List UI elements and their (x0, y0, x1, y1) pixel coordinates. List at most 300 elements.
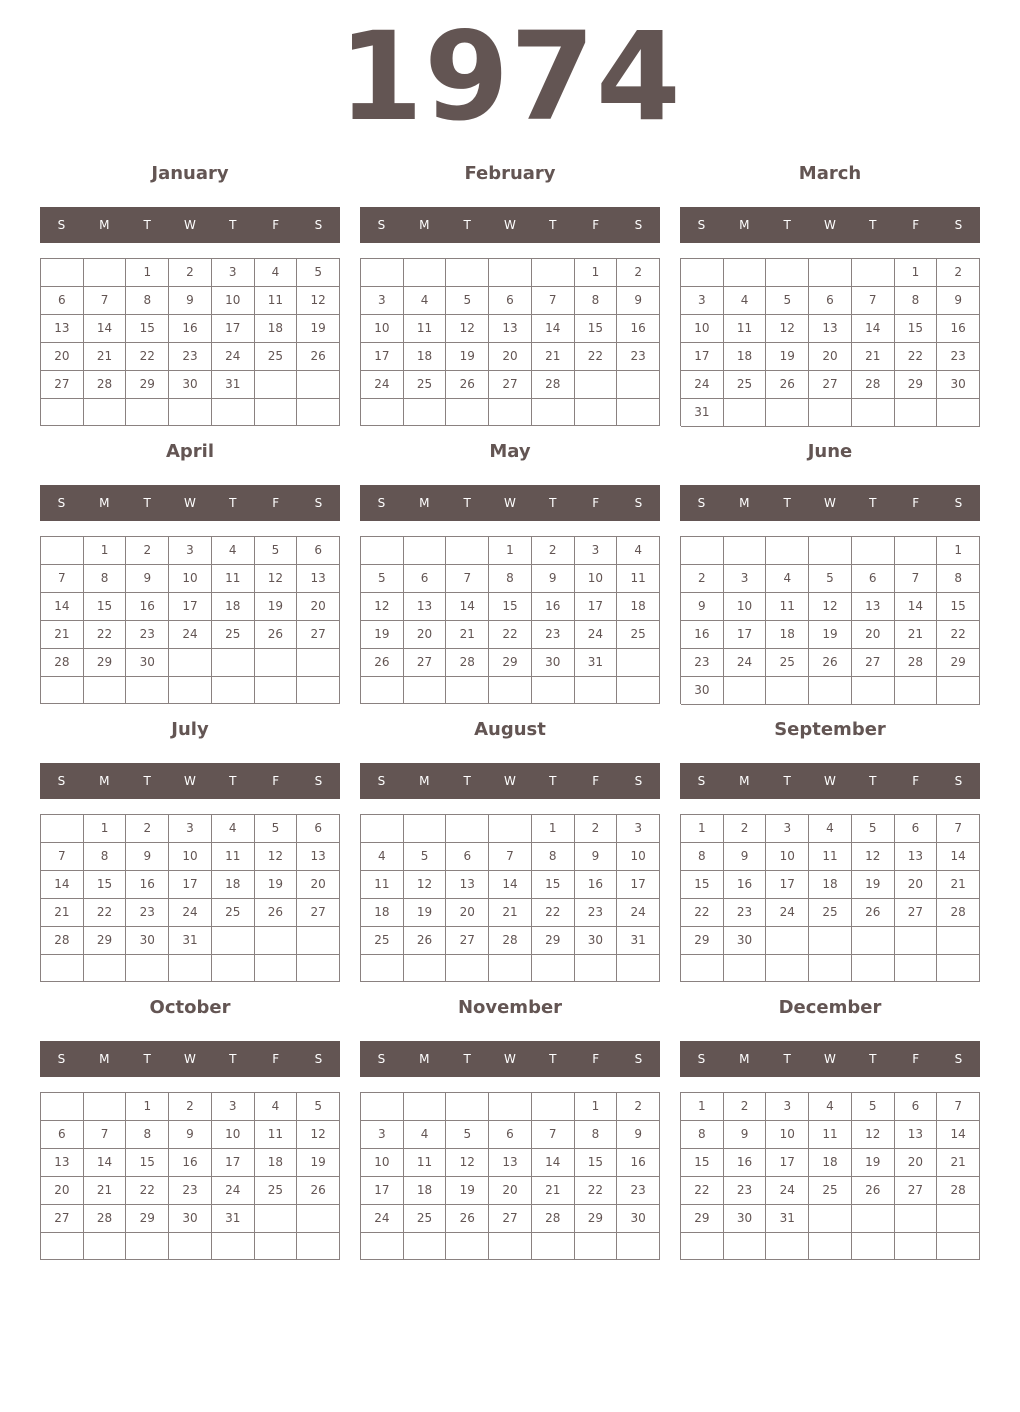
empty-cell (809, 1205, 852, 1233)
day-cell: 23 (126, 899, 169, 927)
day-cell: 16 (617, 315, 660, 343)
day-cell: 13 (489, 315, 532, 343)
day-cell: 21 (489, 899, 532, 927)
weekday-label: S (57, 774, 66, 788)
day-cell: 9 (724, 843, 767, 871)
day-cell: 29 (126, 1205, 169, 1233)
day-cell: 4 (724, 287, 767, 315)
day-cell: 5 (852, 1093, 895, 1121)
day-cell: 4 (766, 565, 809, 593)
weekday-label: W (504, 218, 516, 232)
empty-cell (84, 955, 127, 982)
day-cell: 21 (895, 621, 938, 649)
empty-cell (895, 927, 938, 955)
day-cell: 13 (809, 315, 852, 343)
day-cell: 29 (681, 927, 724, 955)
empty-cell (41, 677, 84, 704)
month-name: June (807, 441, 853, 462)
empty-cell (126, 677, 169, 704)
empty-cell (404, 815, 447, 843)
day-cell: 24 (212, 343, 255, 371)
empty-cell (724, 1233, 767, 1260)
day-cell: 4 (212, 537, 255, 565)
empty-cell (895, 537, 938, 565)
day-cell: 18 (404, 343, 447, 371)
day-cell: 5 (446, 287, 489, 315)
day-cell: 9 (724, 1121, 767, 1149)
day-cell: 21 (84, 1177, 127, 1205)
day-cell: 5 (255, 537, 298, 565)
empty-cell (809, 399, 852, 427)
weekday-label: F (272, 496, 280, 510)
weekday-label: W (184, 218, 196, 232)
day-cell: 27 (41, 1205, 84, 1233)
weekday-label: T (549, 774, 557, 788)
day-cell: 26 (852, 899, 895, 927)
day-cell: 28 (446, 649, 489, 677)
day-cell: 4 (404, 287, 447, 315)
day-cell: 2 (937, 259, 980, 287)
day-cell: 17 (724, 621, 767, 649)
empty-cell (169, 399, 212, 426)
day-cell: 12 (297, 287, 340, 315)
empty-cell (126, 955, 169, 982)
day-cell: 27 (297, 899, 340, 927)
weekday-label: T (143, 774, 151, 788)
day-cell: 3 (169, 815, 212, 843)
day-cell: 25 (212, 899, 255, 927)
day-cell: 19 (852, 1149, 895, 1177)
weekday-label: W (184, 1052, 196, 1066)
empty-cell (852, 537, 895, 565)
empty-cell (937, 927, 980, 955)
day-cell: 24 (766, 899, 809, 927)
weekday-label: S (314, 496, 323, 510)
day-cell: 29 (681, 1205, 724, 1233)
month-name: May (489, 441, 531, 462)
day-cell: 6 (297, 815, 340, 843)
day-cell: 28 (41, 649, 84, 677)
day-cell: 26 (361, 649, 404, 677)
weekday-label: T (143, 496, 151, 510)
day-cell: 15 (575, 1149, 618, 1177)
day-cell: 12 (361, 593, 404, 621)
weekday-label: T (783, 218, 791, 232)
day-cell: 23 (126, 621, 169, 649)
empty-cell (766, 259, 809, 287)
day-cell: 11 (617, 565, 660, 593)
empty-cell (361, 815, 404, 843)
day-cell: 23 (532, 621, 575, 649)
day-cell: 16 (575, 871, 618, 899)
empty-cell (41, 537, 84, 565)
day-cell: 1 (84, 815, 127, 843)
day-cell: 1 (84, 537, 127, 565)
empty-cell (361, 537, 404, 565)
day-cell: 15 (681, 871, 724, 899)
weekday-label: S (57, 496, 66, 510)
weekday-label: S (377, 774, 386, 788)
day-cell: 10 (617, 843, 660, 871)
day-cell: 27 (297, 621, 340, 649)
day-cell: 22 (84, 899, 127, 927)
weekday-header (40, 763, 340, 799)
empty-cell (84, 1093, 127, 1121)
empty-cell (84, 399, 127, 426)
day-cell: 30 (724, 927, 767, 955)
day-cell: 16 (681, 621, 724, 649)
empty-cell (681, 1233, 724, 1260)
empty-cell (169, 649, 212, 677)
empty-cell (255, 371, 298, 399)
day-cell: 28 (489, 927, 532, 955)
day-cell: 27 (895, 899, 938, 927)
weekday-label: T (229, 1052, 237, 1066)
day-cell: 17 (212, 315, 255, 343)
weekday-label: T (143, 218, 151, 232)
day-cell: 28 (41, 927, 84, 955)
day-cell: 19 (446, 343, 489, 371)
day-cell: 2 (532, 537, 575, 565)
day-cell: 1 (937, 537, 980, 565)
day-cell: 6 (41, 287, 84, 315)
day-cell: 29 (84, 927, 127, 955)
weekday-label: W (824, 1052, 836, 1066)
day-cell: 29 (84, 649, 127, 677)
empty-cell (937, 399, 980, 427)
month-name: April (165, 441, 215, 462)
empty-cell (489, 677, 532, 704)
day-cell: 3 (617, 815, 660, 843)
day-cell: 29 (895, 371, 938, 399)
day-grid (360, 536, 660, 704)
month-name: July (171, 719, 209, 740)
day-cell: 5 (446, 1121, 489, 1149)
weekday-label: T (549, 1052, 557, 1066)
day-cell: 17 (169, 871, 212, 899)
day-cell: 26 (446, 371, 489, 399)
day-cell: 11 (255, 287, 298, 315)
day-cell: 8 (489, 565, 532, 593)
day-cell: 22 (532, 899, 575, 927)
weekday-label: M (99, 774, 110, 788)
day-cell: 23 (937, 343, 980, 371)
empty-cell (809, 927, 852, 955)
empty-cell (446, 1093, 489, 1121)
day-cell: 10 (361, 1149, 404, 1177)
day-cell: 29 (575, 1205, 618, 1233)
day-cell: 17 (617, 871, 660, 899)
day-cell: 21 (532, 1177, 575, 1205)
empty-cell (255, 927, 298, 955)
weekday-label: S (377, 218, 386, 232)
day-cell: 25 (212, 621, 255, 649)
weekday-label: M (419, 774, 430, 788)
day-cell: 1 (489, 537, 532, 565)
day-cell: 3 (169, 537, 212, 565)
day-cell: 31 (169, 927, 212, 955)
weekday-label: S (697, 774, 706, 788)
day-cell: 2 (169, 1093, 212, 1121)
day-grid (40, 1092, 340, 1260)
day-cell: 18 (766, 621, 809, 649)
weekday-label: M (739, 496, 750, 510)
day-cell: 18 (255, 1149, 298, 1177)
day-cell: 5 (255, 815, 298, 843)
weekday-label: F (912, 1052, 920, 1066)
empty-cell (84, 677, 127, 704)
day-cell: 25 (766, 649, 809, 677)
day-cell: 1 (681, 815, 724, 843)
day-cell: 26 (852, 1177, 895, 1205)
day-cell: 8 (681, 843, 724, 871)
day-grid (40, 814, 340, 982)
empty-cell (404, 537, 447, 565)
weekday-label: T (549, 218, 557, 232)
day-cell: 15 (895, 315, 938, 343)
empty-cell (575, 399, 618, 426)
empty-cell (41, 259, 84, 287)
weekday-label: M (99, 218, 110, 232)
empty-cell (446, 259, 489, 287)
day-cell: 10 (361, 315, 404, 343)
weekday-label: T (463, 1052, 471, 1066)
weekday-label: S (954, 1052, 963, 1066)
empty-cell (212, 649, 255, 677)
empty-cell (895, 677, 938, 705)
day-cell: 6 (895, 815, 938, 843)
day-cell: 14 (937, 1121, 980, 1149)
day-cell: 20 (489, 343, 532, 371)
day-cell: 7 (852, 287, 895, 315)
weekday-header (40, 207, 340, 243)
weekday-label: M (419, 218, 430, 232)
weekday-label: S (634, 496, 643, 510)
day-cell: 28 (937, 1177, 980, 1205)
day-cell: 15 (575, 315, 618, 343)
day-cell: 10 (766, 843, 809, 871)
weekday-label: T (229, 774, 237, 788)
day-cell: 30 (126, 649, 169, 677)
day-cell: 16 (937, 315, 980, 343)
day-cell: 20 (809, 343, 852, 371)
empty-cell (617, 677, 660, 704)
day-cell: 4 (617, 537, 660, 565)
day-cell: 16 (126, 871, 169, 899)
day-cell: 1 (126, 1093, 169, 1121)
weekday-label: F (272, 1052, 280, 1066)
day-grid (680, 1092, 980, 1260)
day-grid (680, 814, 980, 982)
day-cell: 28 (937, 899, 980, 927)
day-cell: 12 (809, 593, 852, 621)
day-cell: 31 (617, 927, 660, 955)
day-cell: 26 (446, 1205, 489, 1233)
empty-cell (212, 677, 255, 704)
day-cell: 30 (169, 1205, 212, 1233)
empty-cell (446, 677, 489, 704)
weekday-label: T (463, 218, 471, 232)
day-cell: 14 (937, 843, 980, 871)
day-cell: 1 (895, 259, 938, 287)
weekday-label: F (592, 1052, 600, 1066)
day-cell: 11 (766, 593, 809, 621)
day-grid (680, 536, 980, 704)
day-cell: 12 (446, 1149, 489, 1177)
empty-cell (212, 927, 255, 955)
day-cell: 19 (361, 621, 404, 649)
empty-cell (404, 677, 447, 704)
weekday-header (680, 207, 980, 243)
empty-cell (41, 1233, 84, 1260)
day-cell: 25 (617, 621, 660, 649)
day-cell: 12 (404, 871, 447, 899)
day-cell: 10 (169, 843, 212, 871)
day-cell: 14 (532, 315, 575, 343)
day-cell: 13 (852, 593, 895, 621)
day-cell: 30 (724, 1205, 767, 1233)
weekday-label: M (99, 1052, 110, 1066)
day-cell: 16 (724, 1149, 767, 1177)
weekday-label: F (592, 218, 600, 232)
month-name: February (464, 163, 556, 184)
weekday-label: F (912, 774, 920, 788)
day-cell: 13 (41, 1149, 84, 1177)
empty-cell (766, 677, 809, 705)
day-cell: 14 (84, 1149, 127, 1177)
day-cell: 26 (255, 621, 298, 649)
day-cell: 6 (446, 843, 489, 871)
day-cell: 20 (446, 899, 489, 927)
day-cell: 22 (937, 621, 980, 649)
day-cell: 15 (532, 871, 575, 899)
empty-cell (724, 537, 767, 565)
day-cell: 21 (937, 1149, 980, 1177)
day-cell: 11 (255, 1121, 298, 1149)
day-cell: 9 (126, 565, 169, 593)
day-cell: 13 (895, 1121, 938, 1149)
empty-cell (532, 677, 575, 704)
day-cell: 5 (809, 565, 852, 593)
weekday-label: W (824, 218, 836, 232)
empty-cell (489, 259, 532, 287)
day-cell: 2 (724, 815, 767, 843)
day-cell: 22 (84, 621, 127, 649)
weekday-label: F (272, 218, 280, 232)
empty-cell (617, 371, 660, 399)
day-cell: 25 (724, 371, 767, 399)
empty-cell (724, 259, 767, 287)
weekday-label: T (869, 496, 877, 510)
weekday-label: F (272, 774, 280, 788)
empty-cell (404, 1233, 447, 1260)
day-cell: 18 (255, 315, 298, 343)
weekday-label: S (314, 1052, 323, 1066)
empty-cell (766, 927, 809, 955)
day-cell: 3 (212, 1093, 255, 1121)
day-cell: 10 (724, 593, 767, 621)
empty-cell (361, 1233, 404, 1260)
day-cell: 2 (126, 815, 169, 843)
empty-cell (255, 1233, 298, 1260)
day-cell: 14 (41, 871, 84, 899)
weekday-label: S (634, 218, 643, 232)
day-cell: 20 (895, 871, 938, 899)
weekday-label: T (463, 496, 471, 510)
empty-cell (617, 955, 660, 982)
day-cell: 24 (575, 621, 618, 649)
weekday-label: T (549, 496, 557, 510)
day-cell: 6 (852, 565, 895, 593)
empty-cell (361, 1093, 404, 1121)
day-cell: 15 (681, 1149, 724, 1177)
day-cell: 27 (404, 649, 447, 677)
day-cell: 7 (937, 815, 980, 843)
weekday-label: S (57, 1052, 66, 1066)
day-cell: 7 (532, 1121, 575, 1149)
empty-cell (575, 677, 618, 704)
day-cell: 19 (404, 899, 447, 927)
empty-cell (446, 399, 489, 426)
day-cell: 3 (361, 1121, 404, 1149)
day-cell: 2 (681, 565, 724, 593)
day-cell: 31 (681, 399, 724, 427)
day-cell: 25 (809, 899, 852, 927)
empty-cell (937, 955, 980, 982)
day-cell: 6 (404, 565, 447, 593)
weekday-header (360, 207, 660, 243)
weekday-label: S (697, 496, 706, 510)
empty-cell (361, 677, 404, 704)
empty-cell (681, 955, 724, 982)
empty-cell (212, 1233, 255, 1260)
day-cell: 24 (169, 899, 212, 927)
month-name: September (774, 719, 886, 740)
day-grid (40, 536, 340, 704)
day-cell: 21 (84, 343, 127, 371)
day-cell: 17 (766, 871, 809, 899)
day-cell: 30 (937, 371, 980, 399)
day-cell: 11 (361, 871, 404, 899)
day-cell: 3 (724, 565, 767, 593)
day-cell: 20 (895, 1149, 938, 1177)
day-cell: 29 (489, 649, 532, 677)
empty-cell (852, 1205, 895, 1233)
empty-cell (489, 399, 532, 426)
weekday-label: M (739, 1052, 750, 1066)
weekday-header (40, 485, 340, 521)
empty-cell (297, 371, 340, 399)
day-cell: 9 (575, 843, 618, 871)
weekday-header (360, 485, 660, 521)
day-cell: 7 (446, 565, 489, 593)
empty-cell (937, 1205, 980, 1233)
day-cell: 10 (169, 565, 212, 593)
day-cell: 11 (809, 1121, 852, 1149)
weekday-label: M (739, 218, 750, 232)
day-cell: 24 (212, 1177, 255, 1205)
day-cell: 20 (297, 593, 340, 621)
day-cell: 22 (489, 621, 532, 649)
month-name: August (474, 719, 546, 740)
empty-cell (404, 259, 447, 287)
weekday-label: M (419, 1052, 430, 1066)
month-name: December (778, 997, 882, 1018)
empty-cell (766, 537, 809, 565)
day-cell: 16 (169, 315, 212, 343)
weekday-label: S (57, 218, 66, 232)
weekday-label: F (912, 218, 920, 232)
